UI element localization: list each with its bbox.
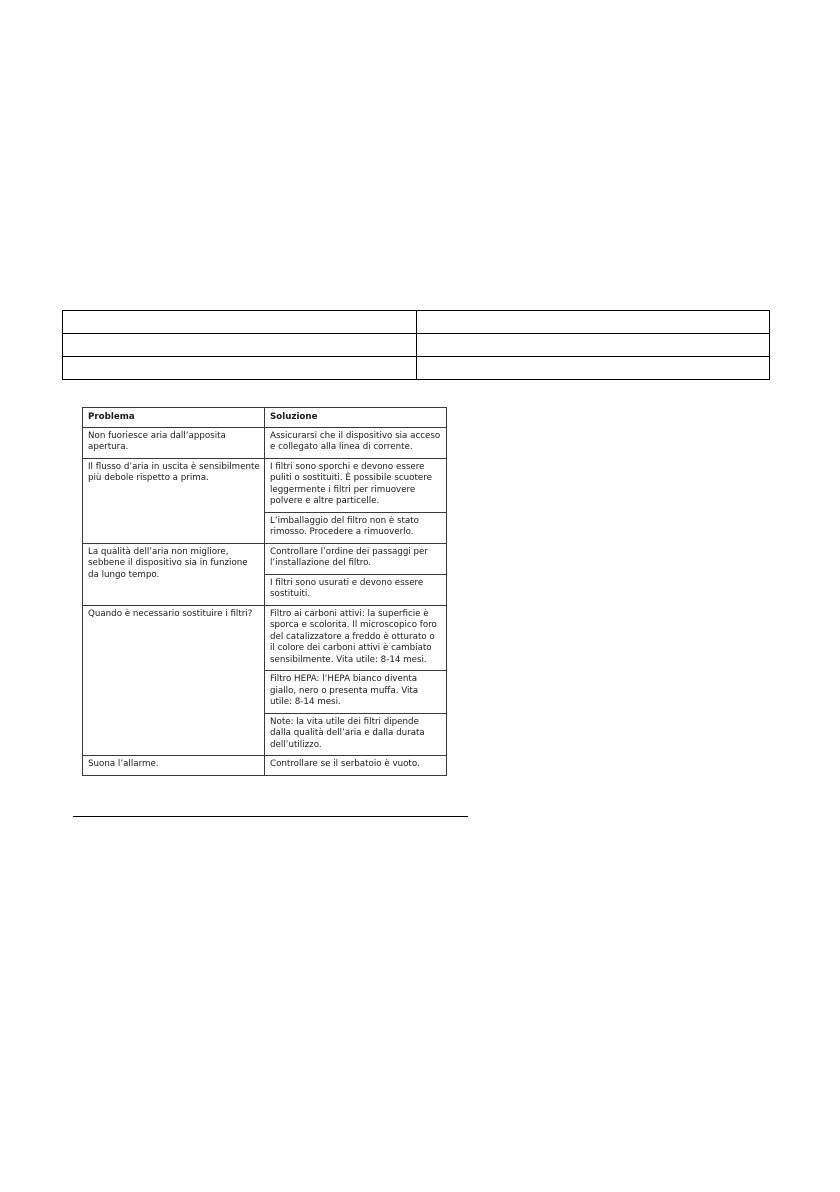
header-solution: Soluzione xyxy=(265,408,447,428)
problem-cell: Non fuoriesce aria dall’apposita apertura. xyxy=(83,427,265,458)
solution-cell: I filtri sono usurati e devono essere sostituiti. xyxy=(265,574,447,605)
table-row xyxy=(83,427,447,458)
empty-table-cell xyxy=(63,334,417,357)
table-row xyxy=(83,458,447,512)
empty-table xyxy=(62,310,770,380)
horizontal-rule xyxy=(73,816,468,817)
solution-cell: L’imballaggio del filtro non è stato rimosso. Procedere a rimuoverlo. xyxy=(265,512,447,543)
empty-table-cell xyxy=(417,334,770,357)
problem-cell: Quando è necessario sostituire i filtri? xyxy=(83,605,265,756)
solution-cell: Filtro ai carboni attivi: la superficie è sporca e scolorita. Il microscopico foro del catalizzatore a freddo è otturato o il colore dei carboni attivi è cambiato sensibilmente. Vita utile: 8-14 mesi. xyxy=(265,605,447,671)
solution-cell: I filtri sono sporchi e devono essere puliti o sostituiti. È possibile scuotere leggermente i filtri per rimuovere polvere e altre particelle. xyxy=(265,458,447,512)
solution-cell: Controllare l’ordine dei passaggi per l’installazione del filtro. xyxy=(265,543,447,574)
solution-cell: Assicurarsi che il dispositivo sia acceso e collegato alla linea di corrente. xyxy=(265,427,447,458)
troubleshooting-table xyxy=(82,407,447,776)
solution-cell: Note: la vita utile dei filtri dipende dalla qualità dell’aria e dalla durata dell’utilizzo. xyxy=(265,713,447,756)
solution-cell: Filtro HEPA: l’HEPA bianco diventa giallo, nero o presenta muffa. Vita utile: 8-14 mesi. xyxy=(265,671,447,714)
table-row xyxy=(83,605,447,671)
empty-table-row xyxy=(63,311,770,334)
empty-table-cell xyxy=(63,357,417,380)
problem-cell: La qualità dell’aria non migliore, sebbene il dispositivo sia in funzione da lungo tempo. xyxy=(83,543,265,605)
problem-cell: Il flusso d’aria in uscita è sensibilmente più debole rispetto a prima. xyxy=(83,458,265,543)
table-row xyxy=(83,756,447,776)
header-problem: Problema xyxy=(83,408,265,428)
empty-table-cell xyxy=(63,311,417,334)
empty-table-cell xyxy=(417,357,770,380)
empty-table-row xyxy=(63,334,770,357)
table-row xyxy=(83,543,447,574)
table-header-row xyxy=(83,408,447,428)
solution-cell: Controllare se il serbatoio è vuoto. xyxy=(265,756,447,776)
problem-cell: Suona l’allarme. xyxy=(83,756,265,776)
empty-table-row xyxy=(63,357,770,380)
empty-table-cell xyxy=(417,311,770,334)
